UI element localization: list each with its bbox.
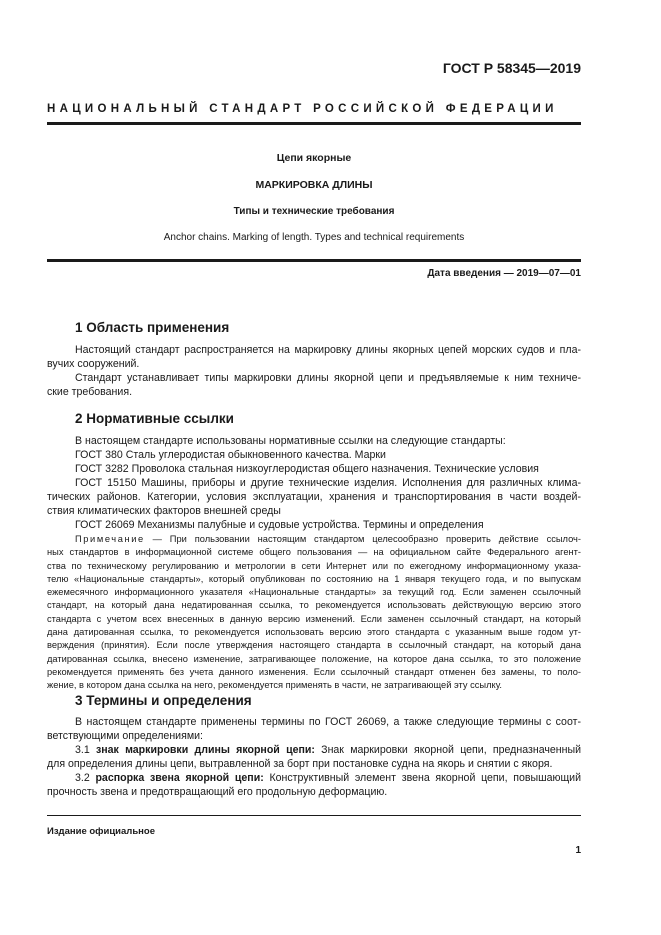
introduction-date: Дата введения — 2019—07—01	[427, 268, 581, 279]
top-divider	[47, 122, 581, 125]
term-name: знак маркировки длины якорной цепи:	[95, 744, 315, 756]
title-line-1: Цепи якорные	[276, 152, 352, 164]
section-3-body	[47, 715, 581, 799]
title-divider	[47, 259, 581, 262]
note-line: ежемесячного информационного указателя «Национальные стандарты» за текущий год. Если заменен ссылочный	[47, 587, 581, 598]
note-block	[47, 533, 581, 693]
note-line: ных стандартов в информационной системе общего пользования — на официальном сайте Федерального агент-	[47, 547, 581, 558]
page-number: 1	[575, 845, 581, 856]
term-text: Конструктивный элемент звена якорной цепи, повышающий	[263, 772, 582, 784]
note-line: ства по техническому регулированию и метрологии в сети Интернет или по ежегодному информационному указа-	[47, 560, 581, 571]
term-definition	[47, 771, 581, 785]
term-definition	[47, 743, 581, 757]
title-line-2: МАРКИРОВКА ДЛИНЫ	[255, 179, 373, 191]
term-text: Знак маркировки якорной цепи, предназначенный	[314, 744, 582, 756]
text-line: В настоящем стандарте применены термины по ГОСТ 26069, а также следующие термины с соот-	[75, 716, 581, 728]
title-english: Anchor chains. Marking of length. Types and technical requirements	[163, 232, 465, 243]
reference-item: ГОСТ 380 Сталь углеродистая обыкновенного качества. Марки	[75, 449, 386, 461]
text-line: тических районов. Категории, условия эксплуатации, хранения и транспортирования в части воздей-	[47, 491, 581, 503]
reference-item: ГОСТ 26069 Механизмы палубные и судовые устройства. Термины и определения	[75, 519, 484, 531]
section-2-body	[47, 434, 581, 532]
note-line: телю «Национальные стандарты», который опубликован по состоянию на 1 января текущего года, и по выпускам	[47, 573, 581, 584]
text-line: Стандарт устанавливает типы маркировки длины якорной цепи и предъявляемые к ним техниче-	[75, 372, 581, 384]
reference-item: ГОСТ 3282 Проволока стальная низкоуглеродистая общего назначения. Технические условия	[75, 463, 539, 475]
note-line	[47, 533, 581, 546]
term-number: 3.1	[75, 744, 96, 756]
note-text: — При пользовании настоящим стандартом целесообразно проверить действие ссылоч-	[144, 534, 581, 544]
section-3-heading: 3 Термины и определения	[75, 693, 252, 708]
section-1-body	[47, 343, 581, 399]
edition-label: Издание официальное	[47, 826, 155, 837]
term-name: распорка звена якорной цепи:	[95, 772, 264, 784]
title-line-3: Типы и технические требования	[233, 206, 395, 217]
text-line: прочность звена и предотвращающий его продольную деформацию.	[47, 786, 388, 798]
text-line: Настоящий стандарт распространяется на маркировку длины якорных цепей морских судов и пла-	[75, 344, 581, 356]
note-line: дана датированная ссылка, то рекомендуется использовать версию этого стандарта с указанным выше годом ут-	[47, 627, 581, 638]
note-line: стандарт, на который дана недатированная ссылка, то рекомендуется использовать действующую версию этого	[47, 600, 581, 611]
section-2-heading: 2 Нормативные ссылки	[75, 411, 234, 426]
note-line: датированная ссылка, внесено изменение, затрагивающее положение, на которое дана ссылка, то это положение	[47, 653, 581, 664]
note-label: Примечание	[75, 534, 145, 544]
text-line: ветствующими определениями:	[47, 730, 203, 742]
note-line: верждения (принятия). Если после утверждения настоящего стандарта в ссылочный стандарт, на который дана	[47, 640, 581, 651]
section-1-heading: 1 Область применения	[75, 320, 230, 335]
text-line: для определения длины цепи, вытравленной за борт при постановке судна на якорь и снятии с якоря.	[47, 758, 553, 770]
standard-title: НАЦИОНАЛЬНЫЙ СТАНДАРТ РОССИЙСКОЙ ФЕДЕРАЦИИ	[47, 103, 558, 115]
term-number: 3.2	[75, 772, 96, 784]
footer-divider	[47, 815, 581, 816]
text-line: ствия климатических факторов внешней среды	[47, 505, 281, 517]
text-line: В настоящем стандарте использованы нормативные ссылки на следующие стандарты:	[75, 435, 506, 447]
note-line: стандарта с учетом всех внесенных в данную версию изменений. Если заменен ссылочный стандарт, на который	[47, 613, 581, 624]
reference-item: ГОСТ 15150 Машины, приборы и другие технические изделия. Исполнения для различных клима-	[75, 477, 581, 489]
text-line: вучих сооружений.	[47, 358, 140, 370]
document-code: ГОСТ Р 58345—2019	[442, 60, 581, 76]
note-line: рекомендуется применять без учета данного изменения. Если ссылочный стандарт отменен без замены, то поло-	[47, 666, 581, 677]
note-line: жение, в котором дана ссылка на него, рекомендуется применять в части, не затрагивающей эту ссылку.	[47, 680, 503, 691]
text-line: ские требования.	[47, 386, 133, 398]
